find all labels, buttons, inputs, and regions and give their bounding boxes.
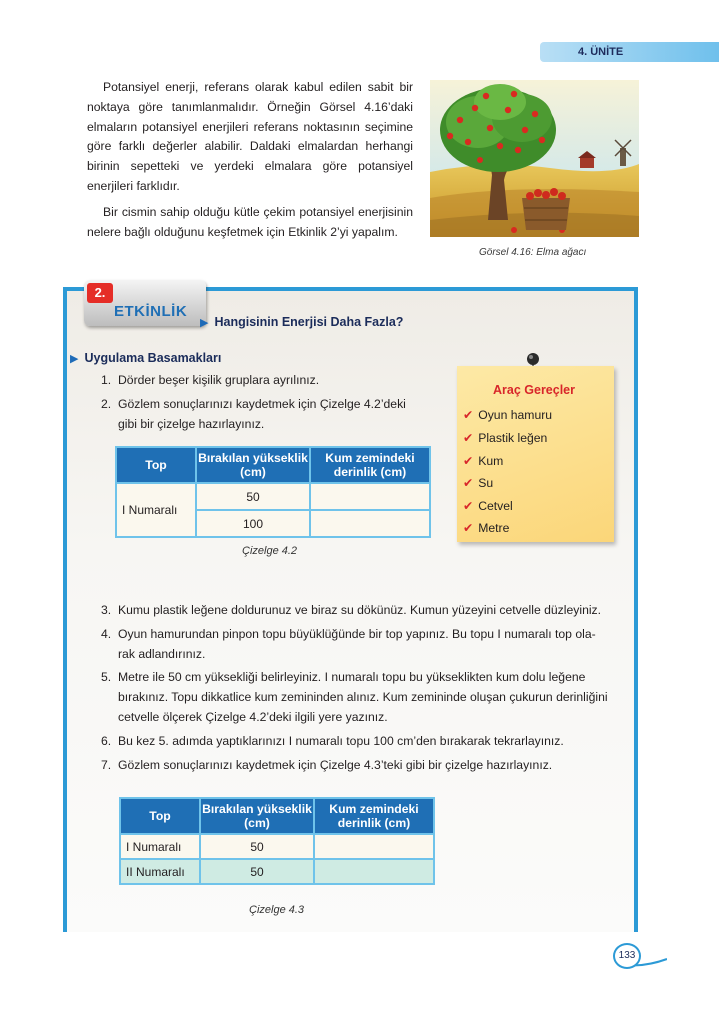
table-cell-ball: I Numaralı xyxy=(116,483,196,537)
step-number: 1. xyxy=(101,373,112,387)
materials-item-text: Kum xyxy=(478,454,504,468)
triangle-bullet-icon: ▶ xyxy=(70,353,79,365)
activity-title xyxy=(200,315,403,329)
check-icon: ✔ xyxy=(463,499,474,513)
steps-list-b xyxy=(101,601,621,779)
table-cell-depth xyxy=(310,483,430,510)
triangle-bullet-icon: ▶ xyxy=(200,317,209,329)
step-text: Oyun hamurundan pinpon topu büyüklüğünde bir top yapınız. Bu topu I numaralı top ola- xyxy=(118,626,596,641)
table-cell-ball: I Numaralı xyxy=(120,834,200,859)
table-header: Top xyxy=(116,447,196,483)
figure-caption: Görsel 4.16: Elma ağacı xyxy=(479,247,587,258)
materials-item xyxy=(463,476,493,490)
table-cell-height: 50 xyxy=(196,483,310,510)
step-number: 5. xyxy=(101,670,112,685)
check-icon: ✔ xyxy=(463,408,474,422)
activity-number: 2. xyxy=(87,283,113,303)
step-item xyxy=(101,371,451,391)
step-text-continued: gibi bir çizelge hazırlayınız. xyxy=(118,416,265,431)
table-cell-depth xyxy=(314,834,434,859)
step-item xyxy=(101,756,621,776)
step-text-continued: rak adlandırınız. xyxy=(118,646,206,661)
table-row xyxy=(116,483,430,510)
table-header: Kum zemindeki derinlik (cm) xyxy=(314,798,434,834)
materials-item-text: Metre xyxy=(478,521,510,535)
step-text: Metre ile 50 cm yüksekliği belirleyiniz. I numaralı topu bu yükseklikten kum dolu leğene xyxy=(118,670,586,685)
intro-paragraph-1: Potansiyel enerji, referans olarak kabul edilen sabit bir noktaya göre tanımlanmalıdır. Örneğin Görsel 4.16’daki elmaların potansiyel enerjileri referans noktasının seçimine göre farklı değerler alabilir. Daldaki elmalardan herhangi birinin sepetteki ve yerdeki elmalara göre potansiyel enerjileri farklıdır. xyxy=(87,80,413,193)
materials-item xyxy=(463,521,509,535)
materials-item xyxy=(463,454,503,468)
table-4-2-caption: Çizelge 4.2 xyxy=(242,545,298,557)
materials-item-text: Oyun hamuru xyxy=(478,408,553,422)
check-icon: ✔ xyxy=(463,454,474,468)
step-number: 2. xyxy=(101,396,112,411)
step-text-continued: bırakınız. Topu dikkatlice kum zemininden alınız. Kum zemininde oluşan çukurun derinliğini xyxy=(118,690,608,705)
intro-text xyxy=(87,78,413,248)
step-text: Gözlem sonuçlarınızı kaydetmek için Çizelge 4.3’teki gibi bir çizelge hazırlayınız. xyxy=(118,757,553,772)
table-header: Bırakılan yükseklik (cm) xyxy=(196,447,310,483)
table-cell-depth xyxy=(310,510,430,537)
table-header: Top xyxy=(120,798,200,834)
materials-item-text: Su xyxy=(478,476,494,490)
steps-list-a xyxy=(101,371,451,438)
step-text: Dörder beşer kişilik gruplara ayrılınız. xyxy=(118,373,320,387)
page-number: 133 xyxy=(613,943,641,969)
table-cell-height: 50 xyxy=(200,834,314,859)
intro-paragraph-2: Bir cismin sahip olduğu kütle çekim potansiyel enerjisinin nelere bağlı olduğunu keşfetmek için Etkinlik 2’yi yapalım. xyxy=(87,204,413,239)
table-4-3 xyxy=(119,797,435,885)
table-header-row xyxy=(116,447,430,483)
step-item xyxy=(101,625,621,665)
materials-item xyxy=(463,431,547,445)
table-header: Bırakılan yükseklik (cm) xyxy=(200,798,314,834)
materials-item-text: Cetvel xyxy=(478,499,513,513)
steps-heading-text: Uygulama Basamakları xyxy=(84,351,222,365)
step-item xyxy=(101,601,621,621)
table-row xyxy=(120,834,434,859)
steps-heading xyxy=(70,351,221,365)
materials-item-text: Plastik leğen xyxy=(478,431,548,445)
step-text: Kumu plastik leğene doldurunuz ve biraz su dökünüz. Kumun yüzeyini cetvelle düzleyiniz. xyxy=(118,603,602,617)
check-icon: ✔ xyxy=(463,431,474,445)
step-number: 6. xyxy=(101,733,112,748)
unit-tab: 4. ÜNİTE xyxy=(540,42,719,62)
table-cell-height: 50 xyxy=(200,859,314,884)
table-row xyxy=(120,859,434,884)
step-number: 7. xyxy=(101,757,112,772)
materials-item xyxy=(463,408,552,422)
check-icon: ✔ xyxy=(463,476,474,490)
step-text: Bu kez 5. adımda yaptıklarınızı I numaralı topu 100 cm’den bırakarak tekrarlayınız. xyxy=(118,733,564,748)
step-text: Gözlem sonuçlarınızı kaydetmek için Çizelge 4.2’deki xyxy=(118,396,406,411)
materials-item xyxy=(463,499,513,513)
step-item xyxy=(101,395,451,435)
step-text-continued: cetvelle ölçerek Çizelge 4.2’deki ilgili yere yazınız. xyxy=(118,709,388,724)
check-icon: ✔ xyxy=(463,521,474,535)
step-item xyxy=(101,732,621,752)
table-4-3-caption: Çizelge 4.3 xyxy=(249,904,305,916)
table-cell-depth xyxy=(314,859,434,884)
table-4-2 xyxy=(115,446,431,538)
step-item xyxy=(101,668,621,727)
activity-title-text: Hangisinin Enerjisi Daha Fazla? xyxy=(214,315,404,329)
step-number: 4. xyxy=(101,626,112,641)
table-cell-ball: II Numaralı xyxy=(120,859,200,884)
activity-label: ETKİNLİK xyxy=(114,303,188,320)
table-cell-height: 100 xyxy=(196,510,310,537)
table-header-row xyxy=(120,798,434,834)
materials-title: Araç Gereçler xyxy=(493,383,576,397)
apple-tree-illustration xyxy=(430,80,639,237)
step-number: 3. xyxy=(101,603,112,617)
table-header: Kum zemindeki derinlik (cm) xyxy=(310,447,430,483)
